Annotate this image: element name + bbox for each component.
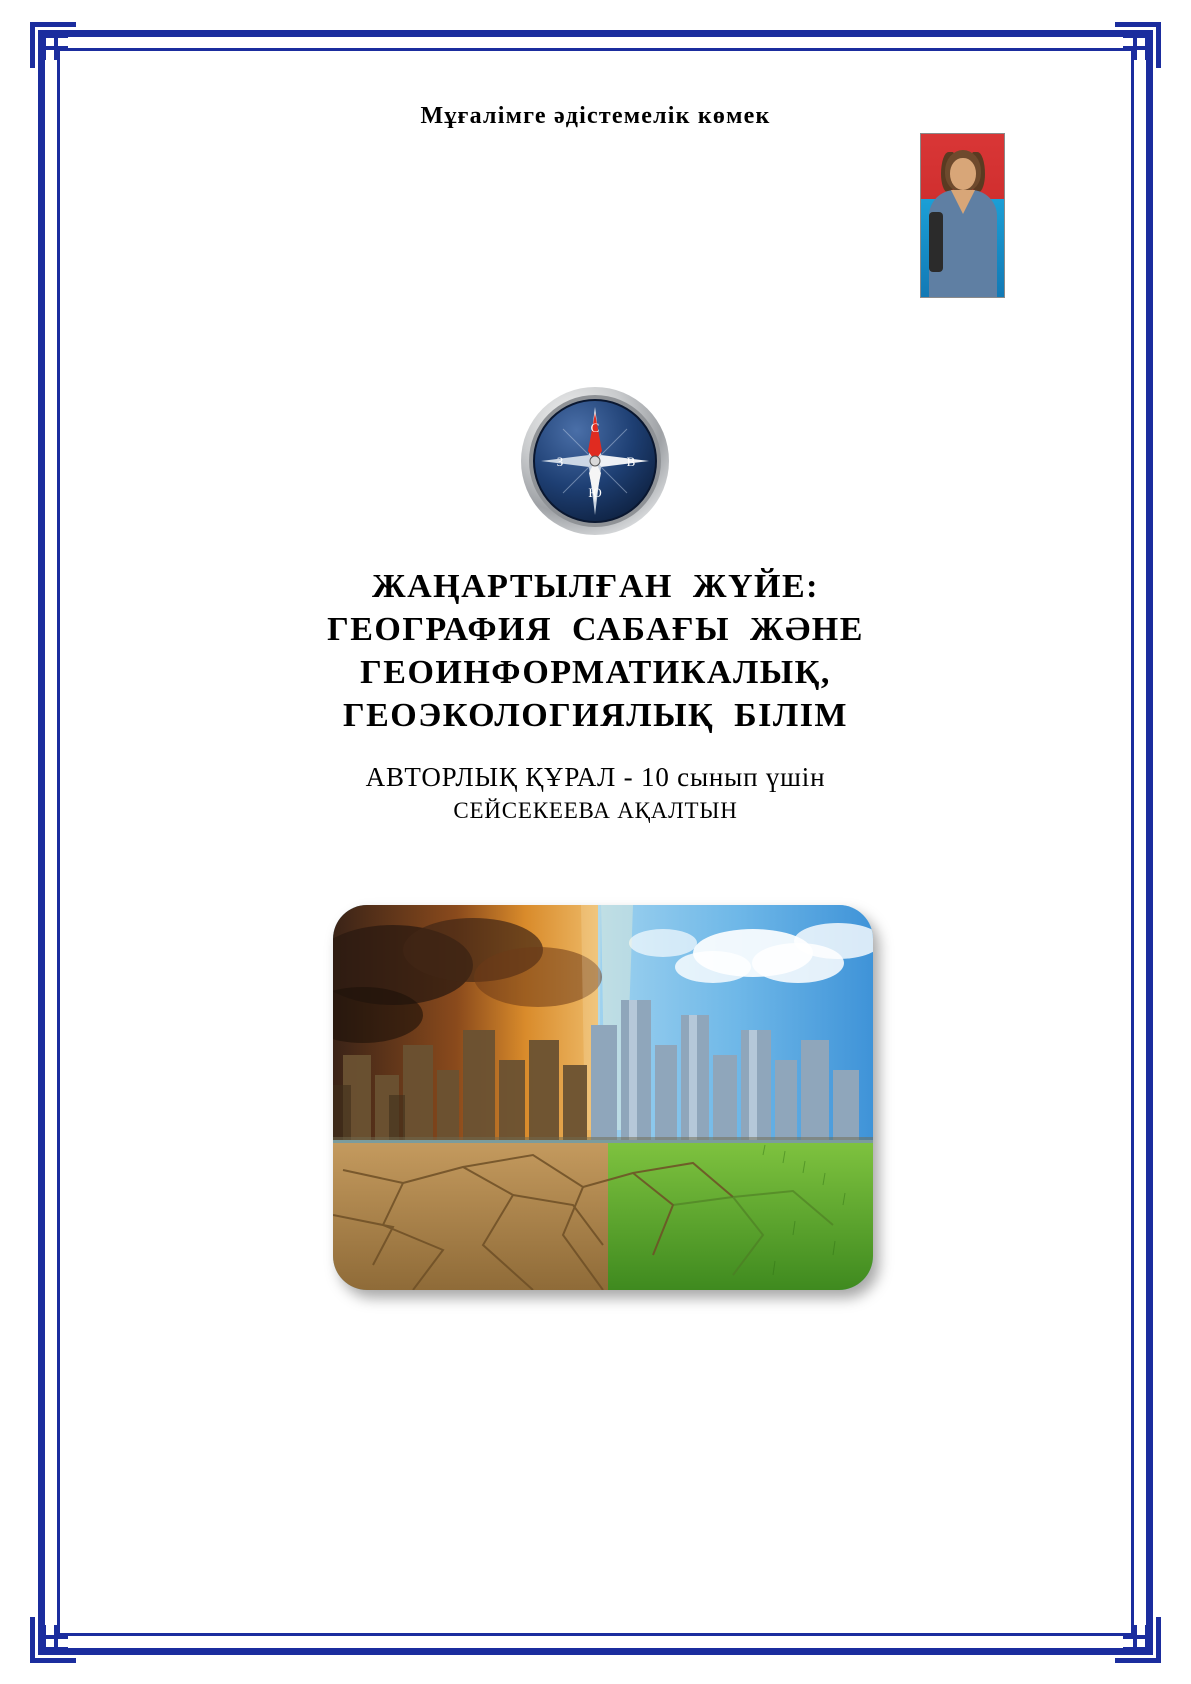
corner-ornament-top-right bbox=[1115, 22, 1161, 68]
portrait-shadow bbox=[929, 212, 943, 272]
title-line-4: ГЕОЭКОЛОГИЯЛЫҚ БІЛІМ bbox=[342, 697, 849, 734]
subtitle: АВТОРЛЫҚ ҚҰРАЛ - 10 сынып үшін bbox=[365, 762, 826, 792]
title-line-2: ГЕОГРАФИЯ САБАҒЫ ЖӘНЕ bbox=[327, 611, 864, 648]
corner-ornament-bottom-left bbox=[30, 1617, 76, 1663]
compass-label-east: В bbox=[626, 454, 636, 469]
cover-illustration bbox=[333, 905, 873, 1290]
header-note: Мұғалімге әдістемелік көмек bbox=[420, 103, 771, 129]
author-name: СЕЙСЕКЕЕВА АҚАЛТЫН bbox=[453, 798, 738, 823]
author-photo bbox=[920, 133, 1005, 298]
compass-label-north: С bbox=[590, 420, 600, 435]
compass-svg bbox=[519, 385, 671, 537]
corner-ornament-top-left bbox=[30, 22, 76, 68]
compass-label-south: Ю bbox=[588, 485, 602, 500]
title-line-3: ГЕОИНФОРМАТИКАЛЫҚ, bbox=[360, 654, 831, 691]
compass-icon bbox=[519, 385, 671, 537]
cover-illustration-svg bbox=[333, 905, 873, 1290]
portrait-face bbox=[950, 158, 976, 190]
corner-ornament-bottom-right bbox=[1115, 1617, 1161, 1663]
compass-label-west: З bbox=[556, 454, 564, 469]
subtitle-block bbox=[150, 760, 1041, 826]
title-line-1: ЖАҢАРТЫЛҒАН ЖҮЙЕ: bbox=[371, 568, 819, 605]
page-title bbox=[150, 565, 1041, 737]
